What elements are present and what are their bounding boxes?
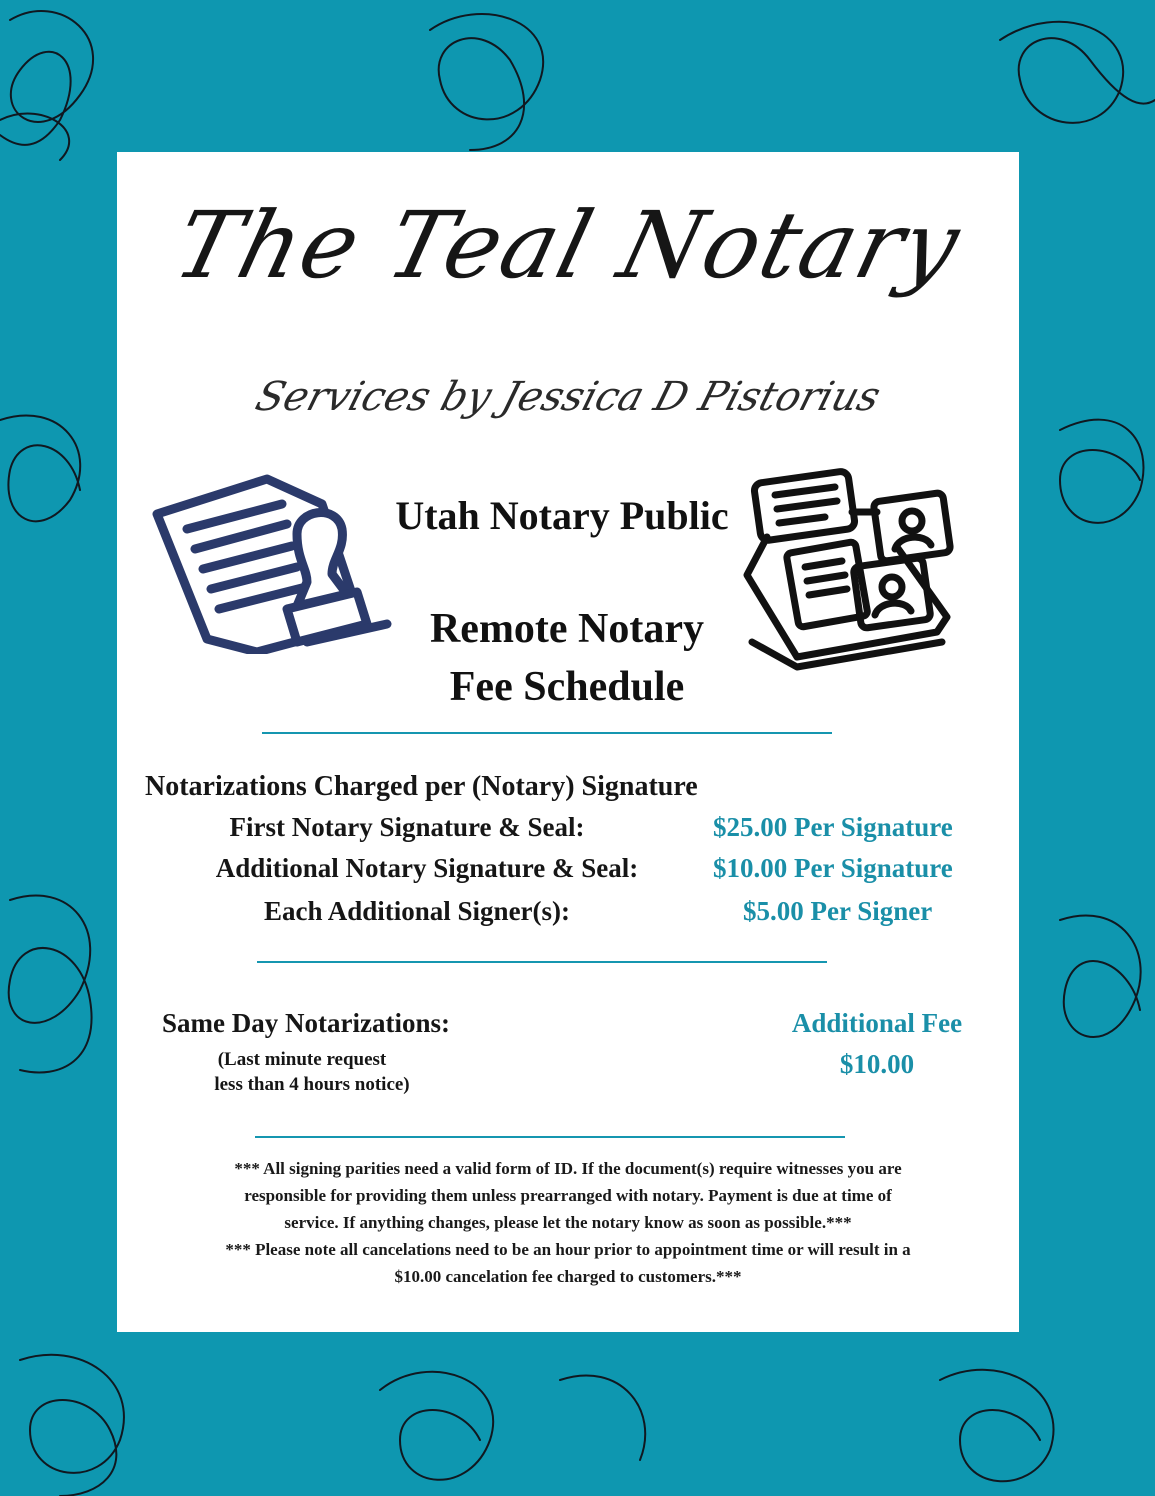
footer-note-line5: $10.00 cancelation fee charged to customers.*** [394,1267,742,1286]
heading-remote-line2: Fee Schedule [449,664,685,710]
same-day-label: Same Day Notarizations: [162,1008,450,1038]
heading-remote-line1: Remote Notary [429,606,705,652]
fee-label-additional-signer: Each Additional Signer(s): [263,896,571,926]
same-day-fee-line2: $10.00 [839,1049,915,1079]
same-day-fee-line1: Additional Fee [791,1008,963,1038]
fees-section-title: Notarizations Charged per (Notary) Signature [145,771,698,802]
footer-note-line1: *** All signing parities need a valid form of ID. If the document(s) require witnesses you are [234,1159,902,1178]
fee-label-first: First Notary Signature & Seal: [229,812,585,842]
fee-label-additional: Additional Notary Signature & Seal: [215,853,639,883]
footer-note-line2: responsible for providing them unless prearranged with notary. Payment is due at time of [244,1186,892,1205]
brand-subtitle: Services by Jessica D Pistorius [250,374,886,420]
divider-1 [262,732,832,734]
document-stamp-icon [147,474,397,654]
fee-price-first: $25.00 Per Signature [713,812,953,842]
footer-note-line4: *** Please note all cancelations need to be an hour prior to appointment time or will result in a [225,1240,911,1259]
remote-notary-laptop-icon [737,457,962,672]
divider-2 [257,961,827,963]
fee-schedule-card [117,152,1019,1332]
footer-note-line3: service. If anything changes, please let the notary know as soon as possible.*** [284,1213,852,1232]
heading-utah-notary-public: Utah Notary Public [395,493,729,538]
same-day-note-line1: (Last minute request [217,1049,387,1070]
fee-price-additional: $10.00 Per Signature [713,853,953,883]
fee-price-additional-signer: $5.00 Per Signer [743,896,933,926]
same-day-note-line2: less than 4 hours notice) [214,1074,410,1095]
divider-3 [255,1136,845,1138]
heading-remote-notary [377,600,757,716]
footer-notes [147,1155,989,1290]
brand-title: The Teal Notary [164,192,972,299]
